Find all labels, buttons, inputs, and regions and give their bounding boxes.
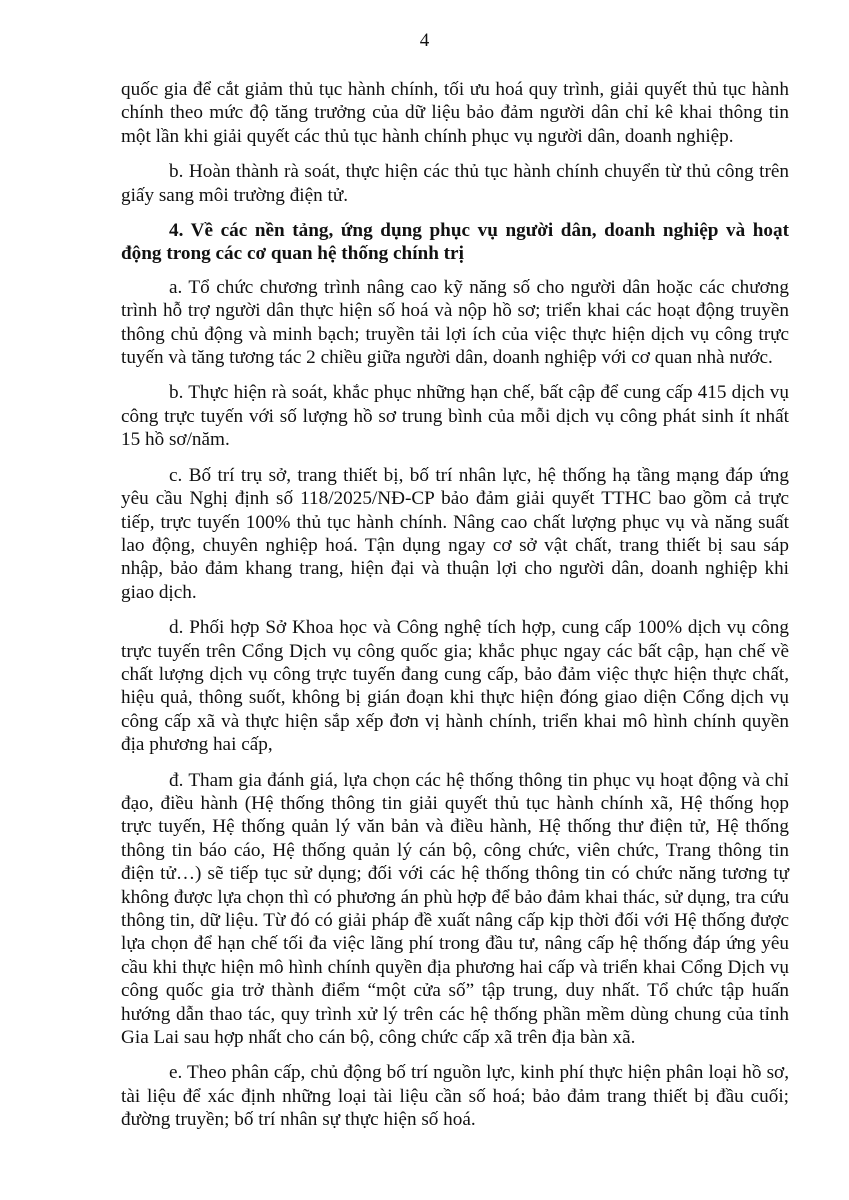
paragraph-4dd: đ. Tham gia đánh giá, lựa chọn các hệ thống thông tin phục vụ hoạt động và chỉ đạo, điều hành (Hệ thống thông tin giải quyết thủ tục hành chính xã, Hệ thống họp trực tuyến, Hệ thống quản lý văn bản và điều hành, Hệ thống thư điện tử, Hệ thống thông tin báo cáo, Hệ thống quản lý cán bộ, công chức, viên chức, Trang thông tin điện tử…) sẽ tiếp tục sử dụng; đối với các hệ thống thông tin có chức năng tương tự không được lựa chọn thì có phương án phù hợp để bảo đảm khai thác, sử dụng, tra cứu thông tin, dữ liệu. Từ đó có giải pháp đề xuất nâng cấp kịp thời đối với Hệ thống được lựa chọn để hạn chế tối đa việc lãng phí trong đầu tư, nâng cấp hệ thống đáp ứng yêu cầu khi thực hiện mô hình chính quyền địa phương hai cấp và triển khai Cổng Dịch vụ công quốc gia trở thành điểm “một cửa số” tập trung, duy nhất. Tổ chức tập huấn hướng dẫn thao tác, quy trình xử lý trên các hệ thống phần mềm dùng chung của tỉnh Gia Lai sau hợp nhất cho cán bộ, công chức cấp xã trên địa bàn xã. [121,769,789,1049]
paragraph-4c: c. Bố trí trụ sở, trang thiết bị, bố trí nhân lực, hệ thống hạ tầng mạng đáp ứng yêu cầu Nghị định số 118/2025/NĐ-CP bảo đảm giải quyết TTHC bao gồm cả trực tiếp, trực tuyến 100% thủ tục hành chính. Nâng cao chất lượng phục vụ và năng suất lao động, chuyên nghiệp hoá. Tận dụng ngay cơ sở vật chất, trang thiết bị sau sáp nhập, bảo đảm khang trang, hiện đại và thuận lợi cho người dân, doanh nghiệp khi giao dịch. [121,464,789,603]
page-number: 4 [419,30,430,51]
paragraph-4a: a. Tổ chức chương trình nâng cao kỹ năng số cho người dân hoặc các chương trình hỗ trợ người dân thực hiện số hoá và nộp hồ sơ; triển khai các hoạt động truyền thông chủ động và minh bạch; truyền tải lợi ích của việc thực hiện dịch vụ công trực tuyến và tăng tương tác 2 chiều giữa người dân, doanh nghiệp với cơ quan nhà nước. [121,276,789,369]
paragraph-continuation: quốc gia để cắt giảm thủ tục hành chính, tối ưu hoá quy trình, giải quyết thủ tục hành chính theo mức độ tăng trưởng của dữ liệu bảo đảm người dân chỉ kê khai thông tin một lần khi giải quyết các thủ tục hành chính phục vụ người dân, doanh nghiệp. [121,79,789,147]
paragraph-4e: e. Theo phân cấp, chủ động bố trí nguồn lực, kinh phí thực hiện phân loại hồ sơ, tài liệu để xác định những loại tài liệu cần số hoá; bảo đảm trang thiết bị đầu cuối; đường truyền; bố trí nhân sự thực hiện số hoá. [121,1062,789,1131]
paragraph-4b: b. Thực hiện rà soát, khắc phục những hạn chế, bất cập để cung cấp 415 dịch vụ công trực tuyến với số lượng hồ sơ trung bình của mỗi dịch vụ công phát sinh ít nhất 15 hồ sơ/năm. [121,382,789,451]
document-body [121,78,789,1144]
paragraph-4d: d. Phối hợp Sở Khoa học và Công nghệ tích hợp, cung cấp 100% dịch vụ công trực tuyến trên Cổng Dịch vụ công quốc gia; khắc phục ngay các bất cập, hạn chế về chất lượng dịch vụ công trực tuyến đang cung cấp, bảo đảm việc thực hiện thực chất, hiệu quả, thông suốt, không bị gián đoạn khi thực hiện đóng giao diện Cổng dịch vụ công cấp xã và thực hiện sắp xếp đơn vị hành chính, triển khai mô hình chính quyền địa phương hai cấp, [121,617,789,756]
paragraph-3b: b. Hoàn thành rà soát, thực hiện các thủ tục hành chính chuyển từ thủ công trên giấy sang môi trường điện tử. [121,161,789,206]
section-heading-4: 4. Về các nền tảng, ứng dụng phục vụ người dân, doanh nghiệp và hoạt động trong các cơ quan hệ thống chính trị [121,220,789,265]
